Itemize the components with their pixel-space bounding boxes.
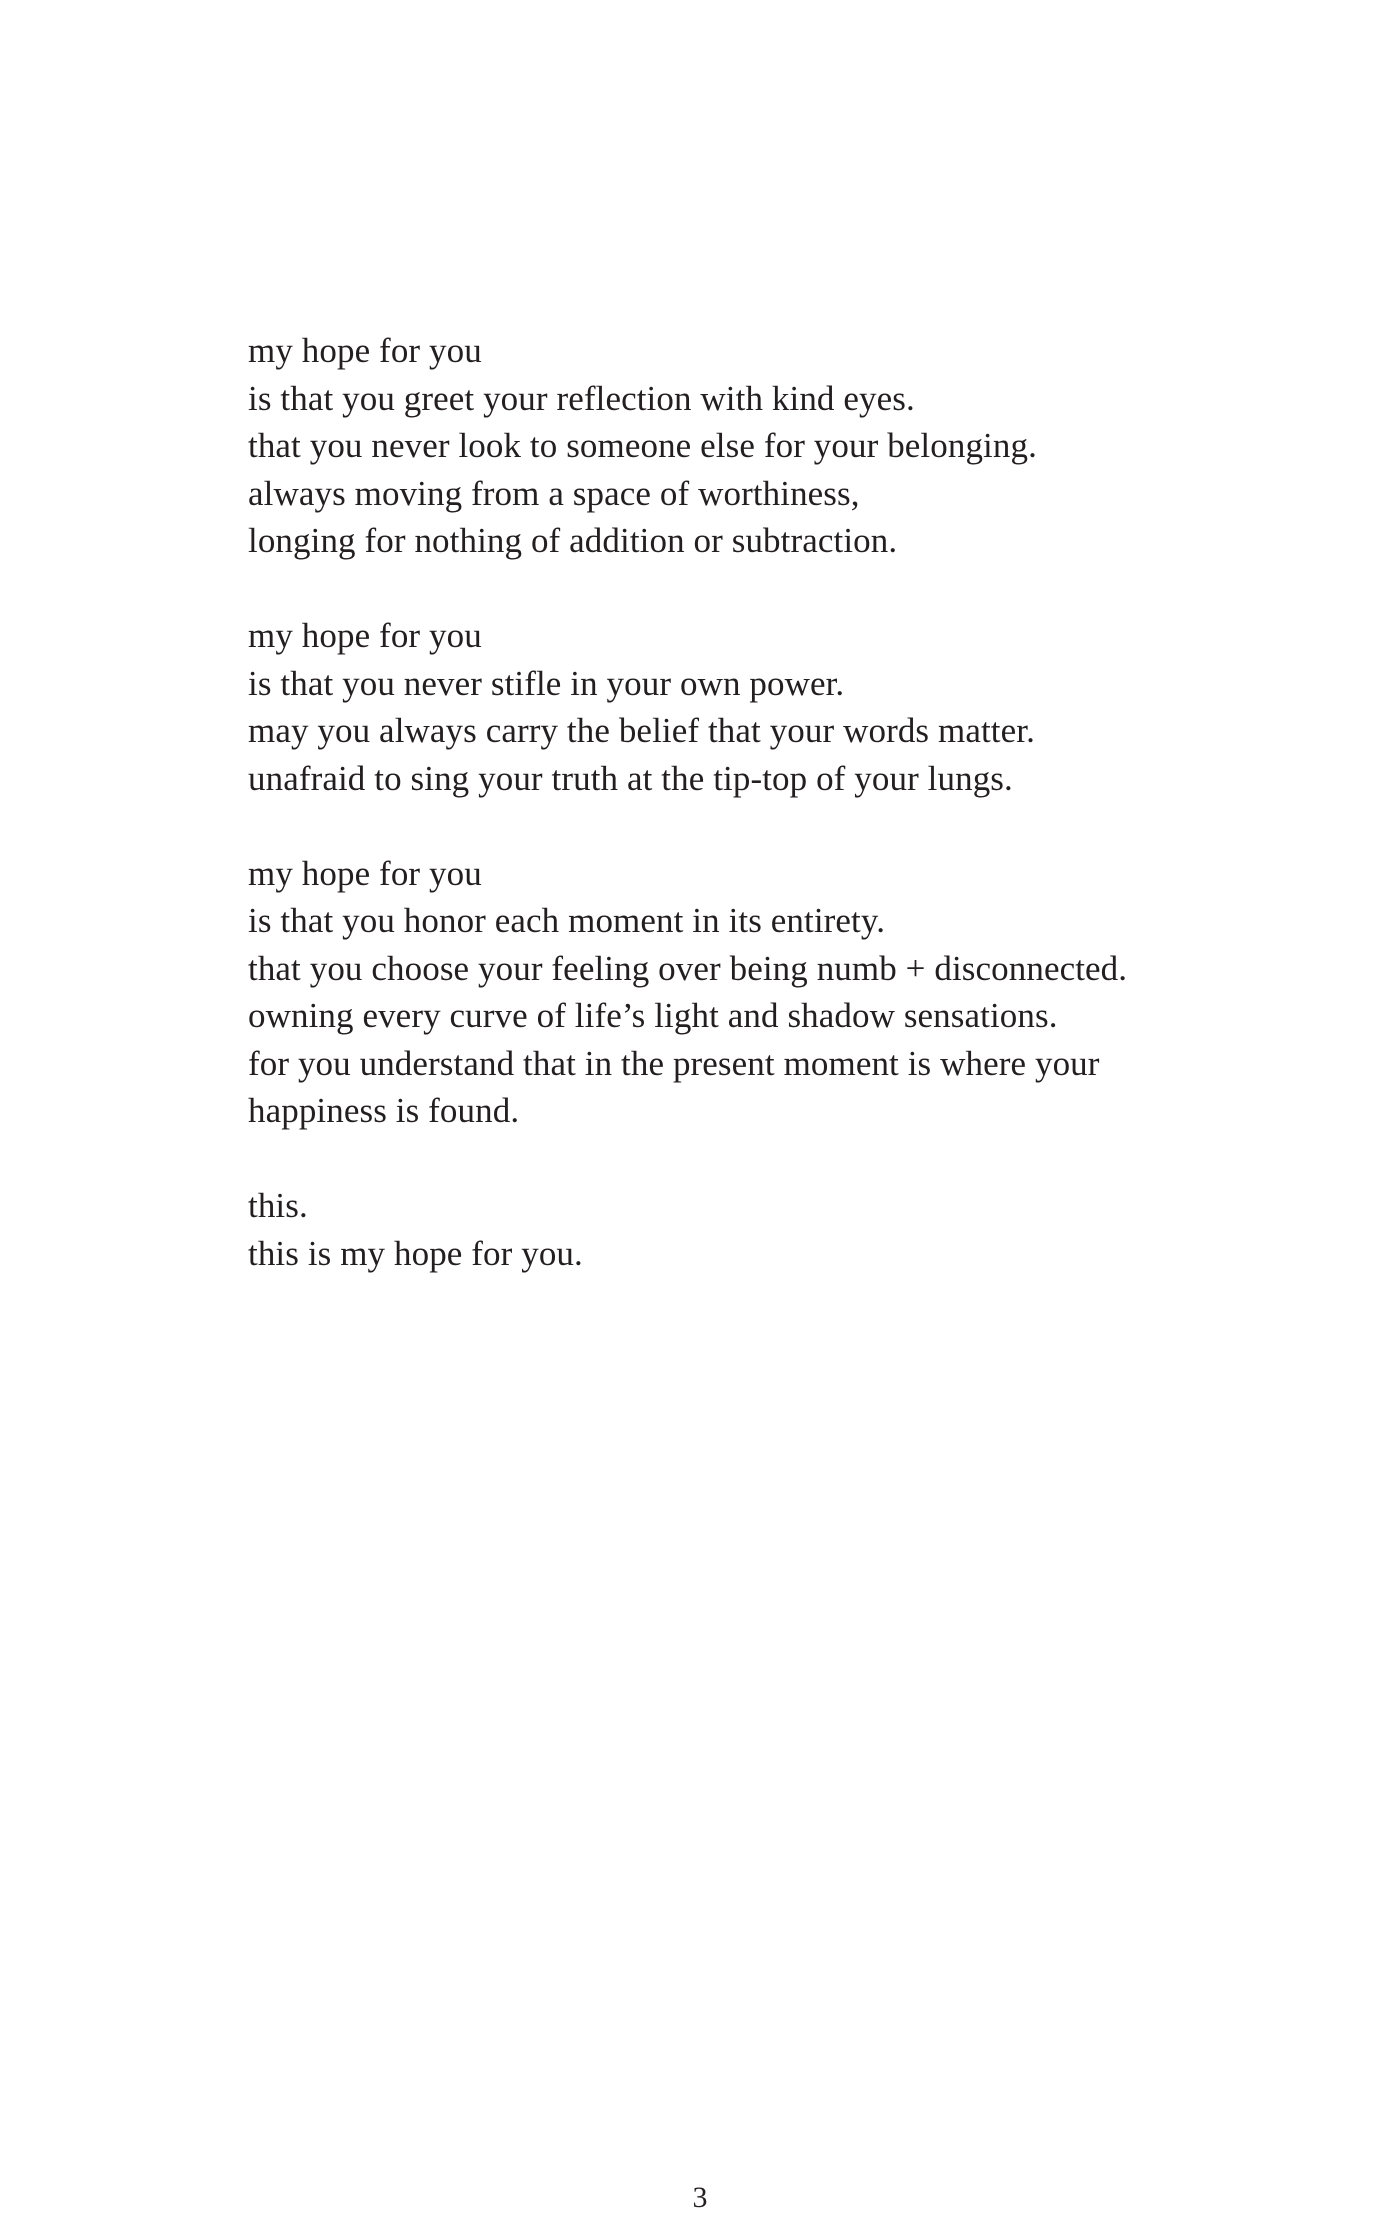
stanza-2 (248, 612, 1298, 802)
poem-line: happiness is found. (248, 1091, 520, 1130)
poem-line: unafraid to sing your truth at the tip-top of your lungs. (248, 758, 1013, 798)
poem-line: may you always carry the belief that your words matter. (248, 711, 1035, 750)
poem-line: my hope for you (248, 331, 482, 370)
stanza-4 (248, 1182, 1298, 1277)
poem-line: is that you greet your reflection with kind eyes. (248, 378, 915, 418)
poem-line: my hope for you (248, 853, 482, 893)
page-number: 3 (692, 2181, 708, 2214)
poem-line: for you understand that in the present moment is where your (248, 1043, 1100, 1083)
poem-body (248, 327, 1298, 1325)
stanza-1 (248, 327, 1298, 565)
poem-line: owning every curve of life’s light and shadow sensations. (248, 996, 1058, 1035)
poem-line: this. (248, 1186, 308, 1225)
poem-line: my hope for you (248, 616, 482, 655)
poem-line: that you never look to someone else for your belonging. (248, 426, 1037, 465)
poem-line: is that you never stifle in your own power. (248, 663, 845, 703)
stanza-3 (248, 850, 1298, 1135)
poem-line: this is my hope for you. (248, 1233, 583, 1273)
poem-line: always moving from a space of worthiness, (248, 473, 860, 513)
poem-line: longing for nothing of addition or subtraction. (248, 521, 898, 560)
poem-line: is that you honor each moment in its entirety. (248, 901, 886, 940)
poem-line: that you choose your feeling over being numb + disconnected. (248, 948, 1128, 988)
